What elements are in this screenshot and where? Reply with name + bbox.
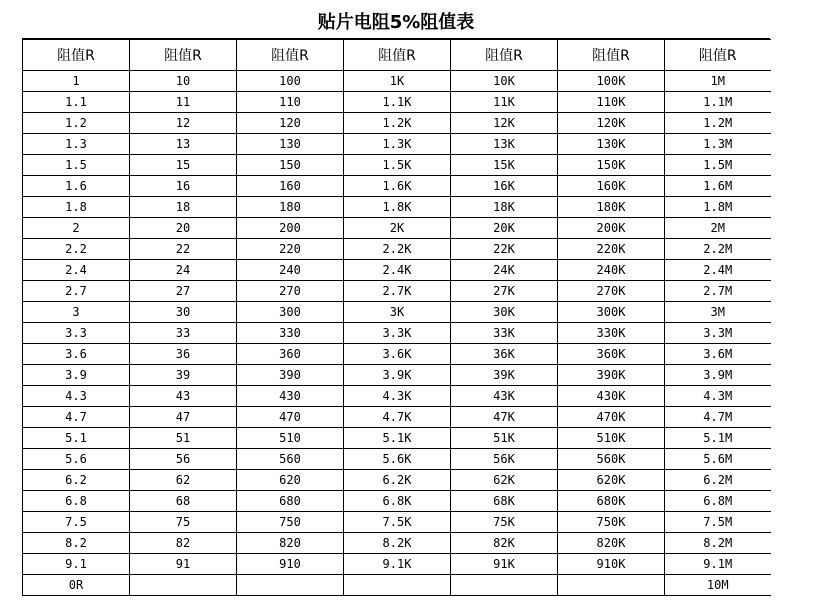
table-cell: 3.3 — [23, 323, 130, 344]
sheet-title: 贴片电阻5%阻值表 — [22, 8, 770, 39]
table-cell: 10 — [130, 71, 237, 92]
table-cell: 200 — [237, 218, 344, 239]
table-cell: 3.9K — [344, 365, 451, 386]
table-cell: 1.8K — [344, 197, 451, 218]
table-cell: 12 — [130, 113, 237, 134]
table-cell: 47K — [451, 407, 558, 428]
table-cell: 510 — [237, 428, 344, 449]
table-cell: 910K — [558, 554, 665, 575]
table-cell: 13 — [130, 134, 237, 155]
table-cell: 2.2 — [23, 239, 130, 260]
column-header: 阻值R — [451, 40, 558, 71]
table-cell: 3.6K — [344, 344, 451, 365]
table-cell: 91 — [130, 554, 237, 575]
table-cell: 360K — [558, 344, 665, 365]
table-row — [23, 155, 771, 176]
table-cell: 15 — [130, 155, 237, 176]
column-header: 阻值R — [130, 40, 237, 71]
table-cell: 39 — [130, 365, 237, 386]
table-cell: 1.5M — [665, 155, 771, 176]
table-cell: 1.5K — [344, 155, 451, 176]
table-row — [23, 71, 771, 92]
table-cell: 430K — [558, 386, 665, 407]
table-cell: 1 — [23, 71, 130, 92]
table-cell: 2.7 — [23, 281, 130, 302]
table-cell: 9.1M — [665, 554, 771, 575]
table-cell: 56 — [130, 449, 237, 470]
table-cell: 1.3 — [23, 134, 130, 155]
table-cell: 7.5M — [665, 512, 771, 533]
table-body — [23, 71, 771, 596]
table-cell: 2.4K — [344, 260, 451, 281]
table-cell: 13K — [451, 134, 558, 155]
table-cell: 20K — [451, 218, 558, 239]
table-cell: 1.6M — [665, 176, 771, 197]
column-header: 阻值R — [23, 40, 130, 71]
table-cell: 22K — [451, 239, 558, 260]
table-cell: 3.6M — [665, 344, 771, 365]
table-cell: 1.1 — [23, 92, 130, 113]
table-cell: 1.3M — [665, 134, 771, 155]
table-cell: 75 — [130, 512, 237, 533]
table-cell — [130, 575, 237, 596]
table-cell: 8.2K — [344, 533, 451, 554]
table-cell: 6.8M — [665, 491, 771, 512]
table-cell: 150 — [237, 155, 344, 176]
table-row — [23, 92, 771, 113]
table-cell: 24 — [130, 260, 237, 281]
table-cell: 3.9M — [665, 365, 771, 386]
table-cell: 4.7K — [344, 407, 451, 428]
table-row — [23, 533, 771, 554]
table-cell: 160K — [558, 176, 665, 197]
table-cell: 620K — [558, 470, 665, 491]
table-row — [23, 176, 771, 197]
table-cell: 330K — [558, 323, 665, 344]
table-cell: 130 — [237, 134, 344, 155]
table-cell: 22 — [130, 239, 237, 260]
table-cell: 330 — [237, 323, 344, 344]
table-cell: 120 — [237, 113, 344, 134]
table-cell: 100K — [558, 71, 665, 92]
table-cell: 120K — [558, 113, 665, 134]
table-row — [23, 260, 771, 281]
table-cell: 18K — [451, 197, 558, 218]
table-cell: 1.2M — [665, 113, 771, 134]
table-cell: 110K — [558, 92, 665, 113]
table-cell: 36 — [130, 344, 237, 365]
table-cell: 91K — [451, 554, 558, 575]
table-cell: 27K — [451, 281, 558, 302]
column-header: 阻值R — [558, 40, 665, 71]
table-row — [23, 113, 771, 134]
table-cell: 18 — [130, 197, 237, 218]
resistor-value-table — [22, 39, 771, 596]
resistor-value-sheet — [22, 8, 770, 596]
table-cell: 7.5 — [23, 512, 130, 533]
table-cell: 11K — [451, 92, 558, 113]
table-cell: 6.2 — [23, 470, 130, 491]
table-cell: 150K — [558, 155, 665, 176]
table-cell: 1.8M — [665, 197, 771, 218]
table-cell: 5.1 — [23, 428, 130, 449]
table-row — [23, 134, 771, 155]
table-row — [23, 344, 771, 365]
table-cell: 220K — [558, 239, 665, 260]
table-cell: 1M — [665, 71, 771, 92]
table-cell: 33 — [130, 323, 237, 344]
table-cell: 220 — [237, 239, 344, 260]
table-cell: 680K — [558, 491, 665, 512]
table-header-row — [23, 40, 771, 71]
table-cell: 680 — [237, 491, 344, 512]
table-row — [23, 323, 771, 344]
table-cell: 2.4M — [665, 260, 771, 281]
table-cell: 4.3K — [344, 386, 451, 407]
table-cell: 11 — [130, 92, 237, 113]
table-cell: 24K — [451, 260, 558, 281]
table-cell: 5.1K — [344, 428, 451, 449]
table-cell: 5.6M — [665, 449, 771, 470]
table-cell: 68 — [130, 491, 237, 512]
table-cell: 43 — [130, 386, 237, 407]
table-cell: 8.2 — [23, 533, 130, 554]
table-cell: 6.2M — [665, 470, 771, 491]
table-cell: 1.6K — [344, 176, 451, 197]
table-cell: 1.2K — [344, 113, 451, 134]
table-cell: 750 — [237, 512, 344, 533]
table-cell — [451, 575, 558, 596]
table-cell: 160 — [237, 176, 344, 197]
table-cell: 43K — [451, 386, 558, 407]
table-cell: 4.7M — [665, 407, 771, 428]
table-cell: 51K — [451, 428, 558, 449]
table-row — [23, 470, 771, 491]
table-cell: 82K — [451, 533, 558, 554]
table-cell: 82 — [130, 533, 237, 554]
table-cell: 56K — [451, 449, 558, 470]
table-cell: 4.3 — [23, 386, 130, 407]
table-cell: 51 — [130, 428, 237, 449]
table-cell: 200K — [558, 218, 665, 239]
table-cell: 3 — [23, 302, 130, 323]
table-cell: 2.2K — [344, 239, 451, 260]
table-cell: 1.3K — [344, 134, 451, 155]
table-cell: 510K — [558, 428, 665, 449]
table-cell: 12K — [451, 113, 558, 134]
table-cell: 3.9 — [23, 365, 130, 386]
table-row — [23, 281, 771, 302]
table-cell: 30 — [130, 302, 237, 323]
table-cell: 1.1M — [665, 92, 771, 113]
table-cell: 110 — [237, 92, 344, 113]
table-cell: 2M — [665, 218, 771, 239]
table-cell: 270 — [237, 281, 344, 302]
table-cell: 33K — [451, 323, 558, 344]
table-row — [23, 491, 771, 512]
table-cell: 10K — [451, 71, 558, 92]
table-cell: 820K — [558, 533, 665, 554]
table-cell: 10M — [665, 575, 771, 596]
table-cell: 5.1M — [665, 428, 771, 449]
table-cell: 100 — [237, 71, 344, 92]
table-cell: 4.3M — [665, 386, 771, 407]
table-row — [23, 239, 771, 260]
table-cell: 6.2K — [344, 470, 451, 491]
table-cell: 560K — [558, 449, 665, 470]
table-cell: 1.6 — [23, 176, 130, 197]
table-cell: 15K — [451, 155, 558, 176]
table-cell: 2 — [23, 218, 130, 239]
table-cell: 39K — [451, 365, 558, 386]
table-row — [23, 197, 771, 218]
table-cell: 3.3M — [665, 323, 771, 344]
table-cell: 560 — [237, 449, 344, 470]
table-cell: 180 — [237, 197, 344, 218]
table-cell: 910 — [237, 554, 344, 575]
table-cell: 9.1K — [344, 554, 451, 575]
table-cell: 2.7M — [665, 281, 771, 302]
table-cell: 4.7 — [23, 407, 130, 428]
table-cell: 5.6K — [344, 449, 451, 470]
table-cell: 1K — [344, 71, 451, 92]
table-cell: 390K — [558, 365, 665, 386]
table-cell: 390 — [237, 365, 344, 386]
table-cell: 0R — [23, 575, 130, 596]
table-cell: 240 — [237, 260, 344, 281]
table-cell: 1.8 — [23, 197, 130, 218]
table-cell: 27 — [130, 281, 237, 302]
table-cell: 430 — [237, 386, 344, 407]
table-cell: 16 — [130, 176, 237, 197]
table-cell: 6.8K — [344, 491, 451, 512]
table-row — [23, 365, 771, 386]
table-row — [23, 428, 771, 449]
table-cell: 62K — [451, 470, 558, 491]
table-cell: 36K — [451, 344, 558, 365]
table-cell: 16K — [451, 176, 558, 197]
table-cell: 470 — [237, 407, 344, 428]
table-cell: 30K — [451, 302, 558, 323]
table-row — [23, 512, 771, 533]
table-cell: 820 — [237, 533, 344, 554]
column-header: 阻值R — [344, 40, 451, 71]
table-cell: 2.4 — [23, 260, 130, 281]
table-cell: 20 — [130, 218, 237, 239]
column-header: 阻值R — [665, 40, 771, 71]
table-cell: 2.2M — [665, 239, 771, 260]
table-cell: 620 — [237, 470, 344, 491]
table-cell: 240K — [558, 260, 665, 281]
table-cell: 47 — [130, 407, 237, 428]
table-cell: 270K — [558, 281, 665, 302]
table-cell: 5.6 — [23, 449, 130, 470]
table-cell — [237, 575, 344, 596]
table-cell: 470K — [558, 407, 665, 428]
table-cell: 130K — [558, 134, 665, 155]
table-row — [23, 386, 771, 407]
table-cell: 2K — [344, 218, 451, 239]
table-row — [23, 302, 771, 323]
table-row — [23, 449, 771, 470]
table-cell: 3.3K — [344, 323, 451, 344]
table-row — [23, 218, 771, 239]
table-cell: 300K — [558, 302, 665, 323]
table-cell: 750K — [558, 512, 665, 533]
table-row — [23, 554, 771, 575]
table-cell: 360 — [237, 344, 344, 365]
table-cell: 1.2 — [23, 113, 130, 134]
table-cell — [344, 575, 451, 596]
table-cell: 1.5 — [23, 155, 130, 176]
table-cell: 7.5K — [344, 512, 451, 533]
table-cell: 3K — [344, 302, 451, 323]
table-cell: 6.8 — [23, 491, 130, 512]
table-cell: 180K — [558, 197, 665, 218]
column-header: 阻值R — [237, 40, 344, 71]
table-cell: 68K — [451, 491, 558, 512]
table-cell: 3M — [665, 302, 771, 323]
table-cell: 8.2M — [665, 533, 771, 554]
table-row — [23, 407, 771, 428]
table-cell: 75K — [451, 512, 558, 533]
table-cell: 2.7K — [344, 281, 451, 302]
table-cell: 62 — [130, 470, 237, 491]
table-row — [23, 575, 771, 596]
table-cell — [558, 575, 665, 596]
table-cell: 300 — [237, 302, 344, 323]
table-cell: 1.1K — [344, 92, 451, 113]
table-cell: 3.6 — [23, 344, 130, 365]
table-cell: 9.1 — [23, 554, 130, 575]
